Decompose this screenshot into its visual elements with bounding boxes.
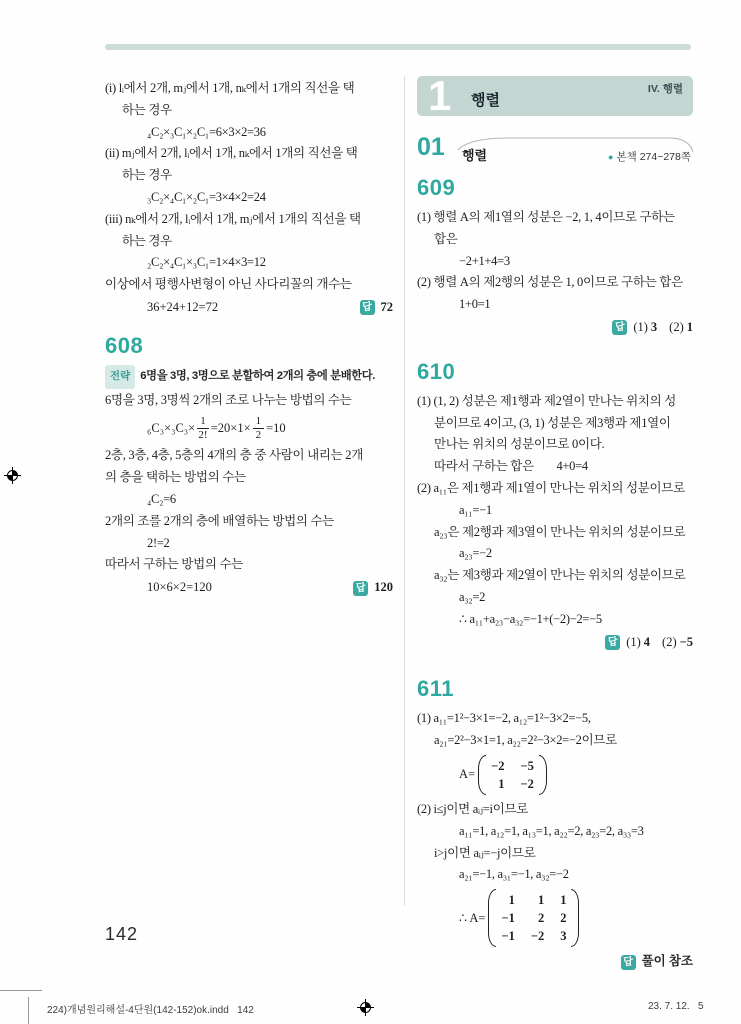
- right-column: [417, 72, 693, 973]
- fraction-numerator: 1: [197, 415, 209, 429]
- problem-number: 608: [105, 332, 144, 358]
- math-line: a₂₁=−1, a₃₁=−1, a₃₂=−2: [459, 867, 569, 882]
- trim-mark: [28, 997, 29, 1024]
- answer-badge: 답: [621, 955, 636, 970]
- math-part: =20×1×: [210, 421, 251, 436]
- strategy-badge: 전략: [105, 365, 135, 389]
- matrix-cell: 3: [560, 929, 567, 944]
- text-line: 2층, 3층, 4층, 5층의 4개의 층 중 사람이 내리는 2개: [105, 448, 364, 463]
- matrix-paren-right: [571, 889, 579, 947]
- answer-badge: 답: [612, 320, 627, 335]
- text-line: (i) lᵢ에서 2개, mⱼ에서 1개, nₖ에서 1개의 직선을 택: [105, 81, 355, 95]
- matrix-cell: 1: [498, 776, 505, 791]
- text-line: (ii) mⱼ에서 2개, lᵢ에서 1개, nₖ에서 1개의 직선을 택: [105, 146, 358, 161]
- text-line: 하는 경우: [122, 102, 172, 117]
- fraction: [197, 415, 209, 442]
- text-line: 만나는 위치의 성분이므로 0이다.: [434, 437, 605, 452]
- answer-row: [417, 951, 693, 973]
- math-line: [105, 411, 393, 445]
- chapter-banner: [417, 72, 693, 119]
- fraction-denominator: 2: [255, 428, 262, 441]
- problem-number: 610: [417, 358, 456, 384]
- math-line: −2+1+4=3: [459, 253, 510, 268]
- left-column: [105, 78, 393, 599]
- matrix-line: [417, 755, 693, 795]
- math-line: i>j이면 aᵢⱼ=−j이므로: [434, 845, 536, 860]
- matrix-paren-left: [478, 755, 486, 795]
- matrix-cell: −1: [501, 929, 515, 944]
- answer-badge: 답: [360, 300, 375, 315]
- chapter-number: 1: [428, 72, 452, 119]
- text-line: 분이므로 4이고, (3, 1) 성분은 제3행과 제1열이: [434, 415, 671, 430]
- text-line: a₃₂는 제3행과 제2열이 만나는 위치의 성분이므로: [434, 568, 686, 583]
- problem-number: 609: [417, 175, 456, 200]
- answer-value: −5: [679, 634, 693, 649]
- math-line: (2) i≤j이면 aᵢⱼ=i이므로: [417, 801, 529, 816]
- book-reference: [608, 149, 691, 164]
- matrix-2x2: [478, 755, 547, 795]
- matrix-cell: −1: [501, 911, 515, 926]
- section-header: [417, 134, 693, 170]
- matrix-cell: −2: [530, 929, 545, 944]
- column-divider: [404, 76, 405, 906]
- math-line: a₃₂=2: [459, 589, 486, 604]
- math-line: a₂₁=2²−3×1=1, a₂₂=2²−3×2=−2이므로: [434, 733, 617, 748]
- math-line: a₂₃=−2: [459, 546, 492, 561]
- text-line: a₂₃은 제2행과 제3열이 만나는 위치의 성분이므로: [434, 524, 686, 539]
- strategy-row: [105, 365, 393, 389]
- text-line: 하는 경우: [122, 168, 172, 183]
- text-line: 6명을 3명, 3명씩 2개의 조로 나누는 방법의 수는: [105, 392, 352, 407]
- answer-row: [417, 632, 693, 654]
- text-line: 의 층을 택하는 방법의 수는: [105, 470, 246, 485]
- strategy-text: 6명을 3명, 3명으로 분할하여 2개의 층에 분배한다.: [140, 369, 375, 382]
- section-title: 행렬: [462, 148, 488, 163]
- math-line: ₂C₂×₄C₁×₃C₁=1×4×3=12: [147, 255, 266, 270]
- answer-value: 4: [643, 634, 651, 649]
- matrix-cell: −2: [520, 776, 534, 791]
- matrix-cell: −2: [491, 758, 505, 773]
- math-expression: 10×6×2=120: [147, 580, 212, 595]
- page-number: 142: [105, 924, 139, 944]
- footer-filename: 224)개념원리해설-4단원(142-152)ok.indd 142: [47, 1005, 254, 1016]
- answer-part-label: (2): [662, 634, 677, 649]
- matrix-cell: 2: [560, 911, 567, 926]
- unit-label: IV. 행렬: [647, 83, 683, 95]
- fraction: [253, 415, 265, 442]
- matrix-cell: 1: [508, 893, 515, 908]
- answer-value: 풀이 참조: [641, 954, 693, 969]
- answer-part-label: (1): [626, 634, 641, 649]
- fraction-denominator: 2!: [198, 428, 208, 441]
- math-line: a₁₁=−1: [459, 502, 492, 517]
- math-line: ₃C₂×₄C₁×₂C₁=3×4×2=24: [147, 189, 266, 204]
- text-line: 따라서 구하는 방법의 수는: [105, 557, 244, 572]
- text-line: 따라서 구하는 합은 4+0=4: [434, 459, 588, 474]
- math-line: ∴ a₁₁+a₂₃−a₃₂=−1+(−2)−2=−5: [459, 611, 602, 626]
- matrix-paren-right: [539, 755, 547, 795]
- math-line: 1+0=1: [459, 297, 491, 312]
- registration-mark-icon: [357, 999, 374, 1016]
- text-line: (1) (1, 2) 성분은 제1행과 제2열이 만나는 위치의 성: [417, 393, 677, 408]
- answer-badge: 답: [605, 635, 620, 650]
- text-line: (2) 행렬 A의 제2행의 성분은 1, 0이므로 구하는 합은: [417, 275, 683, 290]
- matrix-line: [417, 889, 693, 947]
- trim-mark: [0, 990, 42, 991]
- matrix-3x3: [488, 889, 579, 947]
- matrix-cell: 1: [537, 893, 545, 908]
- text-line: 2개의 조를 2개의 층에 배열하는 방법의 수는: [105, 513, 335, 528]
- matrix-prefix: ∴ A=: [459, 911, 486, 926]
- math-line: (1) a₁₁=1²−3×1=−2, a₁₂=1²−3×2=−5,: [417, 711, 591, 726]
- fraction-numerator: 1: [253, 415, 265, 429]
- text-line: 하는 경우: [122, 233, 172, 248]
- matrix-cell: 2: [537, 911, 545, 926]
- math-expression: 36+24+12=72: [147, 299, 219, 314]
- answer-row: [105, 577, 393, 599]
- math-line: ₄C₂×₃C₁×₂C₁=6×3×2=36: [147, 124, 266, 139]
- math-line: a₁₁=1, a₁₂=1, a₁₃=1, a₂₂=2, a₂₃=2, a₃₃=3: [459, 823, 644, 838]
- problem-611: [417, 677, 693, 973]
- problem-609: [417, 176, 693, 339]
- top-rule: [105, 44, 691, 50]
- text-line: 합은: [434, 231, 458, 246]
- answer-value: 120: [374, 580, 393, 595]
- answer-value: 3: [650, 319, 658, 334]
- matrix-paren-left: [488, 889, 496, 947]
- answer-value: 1: [686, 319, 693, 334]
- answer-row: [417, 317, 693, 339]
- math-part: ₆C₃×₃C₃×: [147, 421, 196, 436]
- text-line: (1) 행렬 A의 제1열의 성분은 −2, 1, 4이므로 구하는: [417, 210, 675, 224]
- math-line: ₄C₂=6: [147, 491, 176, 506]
- text-line: (iii) nₖ에서 2개, lᵢ에서 1개, mⱼ에서 1개의 직선을 택: [105, 211, 361, 226]
- registration-mark-icon: [4, 467, 21, 484]
- text-line: (2) a₁₁은 제1행과 제1열이 만나는 위치의 성분이므로: [417, 480, 685, 495]
- answer-value: 72: [380, 299, 393, 314]
- problem-608: [105, 334, 393, 599]
- math-part: =10: [266, 421, 286, 436]
- matrix-prefix: A=: [459, 767, 476, 782]
- section-number: 01: [417, 133, 445, 161]
- answer-row: [105, 297, 393, 319]
- bullet-icon: ●: [608, 152, 614, 162]
- solution-continuation: [105, 78, 393, 319]
- answer-part-label: (2): [669, 319, 684, 334]
- footer-date: 23. 7. 12. 5: [648, 1001, 704, 1012]
- math-line: 2!=2: [147, 535, 170, 550]
- matrix-cell: −5: [520, 758, 534, 773]
- text-line: 이상에서 평행사변형이 아닌 사다리꼴의 개수는: [105, 277, 352, 292]
- problem-610: [417, 360, 693, 654]
- problem-number: 611: [417, 676, 454, 702]
- chapter-title: 행렬: [471, 92, 500, 109]
- book-reference-text: 본책 274~278쪽: [616, 151, 691, 163]
- answer-part-label: (1): [633, 319, 648, 334]
- matrix-cell: 1: [560, 893, 567, 908]
- answer-badge: 답: [353, 581, 368, 596]
